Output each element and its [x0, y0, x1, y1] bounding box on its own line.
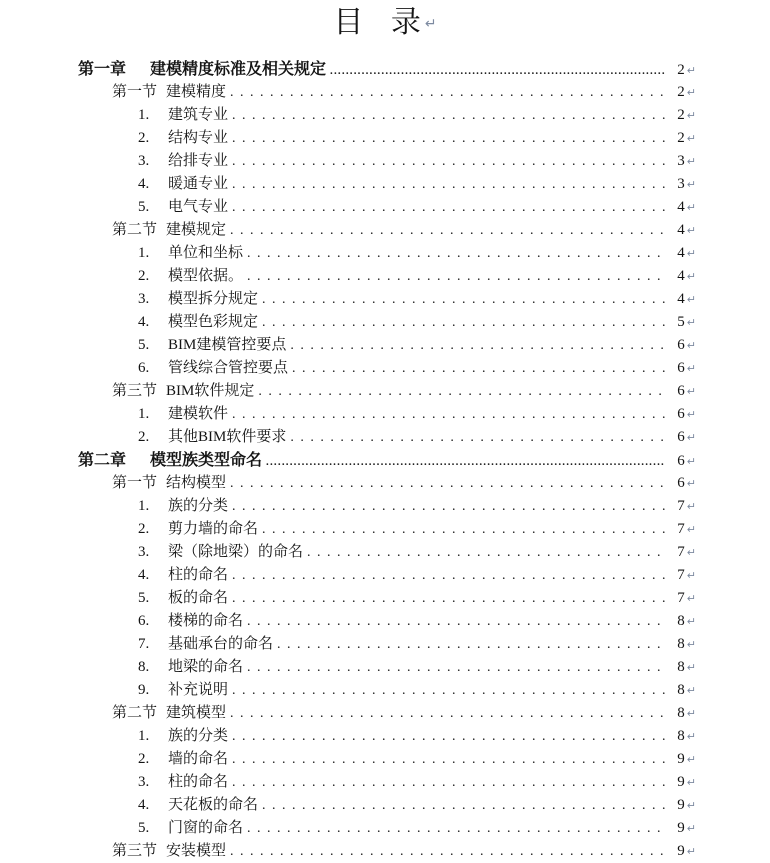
toc-entry[interactable]	[0, 449, 770, 472]
toc-entry-text: 模型依据。	[168, 268, 244, 284]
toc-leader-dots	[292, 357, 665, 380]
toc-entry[interactable]	[0, 472, 770, 495]
toc-entry-label: 9.	[138, 682, 150, 698]
toc-entry-text: 基础承台的命名	[168, 636, 274, 652]
toc-entry-text: 模型拆分规定	[168, 291, 259, 307]
toc-entry-label: 第二章	[78, 452, 127, 469]
toc-entry-label: 4.	[138, 176, 150, 192]
toc-page-number: 7	[677, 498, 685, 514]
paragraph-mark-icon: ↵	[686, 477, 696, 490]
toc-entry-text: 建模软件	[168, 406, 229, 422]
toc-page-number: 6	[677, 429, 685, 445]
toc-leader-dots	[230, 472, 665, 495]
toc-leader-dots	[247, 242, 665, 265]
toc-entry-text: 安装模型	[166, 843, 227, 859]
toc-entry-text: 其他BIM软件要求	[168, 429, 287, 445]
toc-entry-label: 1.	[138, 245, 150, 261]
paragraph-mark-icon: ↵	[686, 431, 696, 444]
paragraph-mark-icon: ↵	[686, 776, 696, 789]
paragraph-mark-icon: ↵	[686, 408, 696, 421]
toc-leader-dots	[247, 656, 665, 679]
toc-entry-text: 电气专业	[168, 199, 229, 215]
paragraph-mark-icon: ↵	[686, 339, 696, 352]
toc-leader-dots	[230, 840, 665, 863]
toc-leader-dots	[232, 403, 665, 426]
paragraph-mark-icon: ↵	[686, 546, 696, 559]
paragraph-mark-icon: ↵	[686, 178, 696, 191]
toc-leader-dots	[232, 679, 665, 702]
paragraph-mark-icon: ↵	[686, 293, 696, 306]
toc-leader-dots	[232, 196, 665, 219]
toc-entry-text: 模型色彩规定	[168, 314, 259, 330]
toc-entry-label: 2.	[138, 429, 150, 445]
paragraph-mark-icon: ↵	[686, 132, 696, 145]
toc-entry-label: 5.	[138, 820, 150, 836]
toc-page-number: 2	[677, 130, 685, 146]
toc-entry-label: 6.	[138, 360, 150, 376]
toc-page-number: 2	[677, 84, 685, 100]
paragraph-mark-icon: ↵	[686, 592, 696, 605]
toc-entry-text: 建筑模型	[166, 705, 227, 721]
toc-entry[interactable]	[0, 403, 770, 426]
toc-entry[interactable]	[0, 518, 770, 541]
toc-leader-dots	[290, 334, 664, 357]
toc-entry-label: 5.	[138, 337, 150, 353]
toc-entry[interactable]	[0, 771, 770, 794]
toc-leader-dots	[232, 150, 665, 173]
toc-entry-label: 第一章	[78, 61, 127, 78]
paragraph-mark-icon: ↵	[686, 523, 696, 536]
toc-entry[interactable]	[0, 288, 770, 311]
toc-entry-text: 剪力墙的命名	[168, 521, 259, 537]
toc-entry-text: 门窗的命名	[168, 820, 244, 836]
toc-entry-label: 5.	[138, 199, 150, 215]
toc-entry[interactable]	[0, 840, 770, 863]
toc-entry-text: 给排专业	[168, 153, 229, 169]
toc-entry-text: 结构模型	[166, 475, 227, 491]
toc-page-number: 2	[677, 107, 685, 123]
toc-page-number: 2	[677, 62, 685, 78]
toc-entry[interactable]	[0, 656, 770, 679]
toc-page-number: 3	[677, 176, 685, 192]
toc-entry-label: 2.	[138, 130, 150, 146]
toc-entry-text: 模型族类型命名	[150, 452, 263, 469]
toc-entry[interactable]	[0, 58, 770, 81]
toc-entry-label: 1.	[138, 107, 150, 123]
toc-entry[interactable]	[0, 380, 770, 403]
toc-entry-label: 8.	[138, 659, 150, 675]
paragraph-mark-icon: ↵	[686, 385, 696, 398]
toc-entry-label: 3.	[138, 153, 150, 169]
toc-entry[interactable]	[0, 587, 770, 610]
toc-leader-dots	[232, 495, 665, 518]
toc-page-number: 6	[677, 453, 685, 469]
toc-leader-dots	[330, 58, 665, 83]
toc-entry-label: 第二节	[112, 705, 158, 721]
toc-leader-dots	[230, 219, 665, 242]
toc-page-number: 6	[677, 360, 685, 376]
toc-entry[interactable]	[0, 633, 770, 656]
toc-page-number: 7	[677, 567, 685, 583]
toc-leader-dots	[232, 127, 665, 150]
paragraph-mark-icon: ↵	[686, 224, 696, 237]
toc-entry[interactable]	[0, 357, 770, 380]
toc-entry-text: 地梁的命名	[168, 659, 244, 675]
toc-page-number: 6	[677, 406, 685, 422]
toc-entry[interactable]	[0, 311, 770, 334]
toc-page-number: 5	[677, 314, 685, 330]
toc-page-number: 4	[677, 199, 685, 215]
toc-leader-dots	[277, 633, 665, 656]
toc-leader-dots	[232, 725, 665, 748]
toc-page-number: 8	[677, 613, 685, 629]
toc-entry-label: 4.	[138, 314, 150, 330]
toc-leader-dots	[247, 817, 665, 840]
toc-page-number: 9	[677, 843, 685, 859]
paragraph-mark-icon: ↵	[686, 155, 696, 168]
toc-entry-text: 梁（除地梁）的命名	[168, 544, 304, 560]
toc-leader-dots	[232, 104, 665, 127]
paragraph-mark-icon: ↵	[686, 247, 696, 260]
toc-entry-label: 1.	[138, 406, 150, 422]
page-title-text: 目 录	[333, 6, 423, 39]
toc-entry-label: 第三节	[112, 843, 158, 859]
toc-entry-label: 第一节	[112, 84, 158, 100]
toc-entry-text: BIM建模管控要点	[168, 337, 287, 353]
toc-entry-text: 建模精度	[166, 84, 227, 100]
toc-entry-text: 结构专业	[168, 130, 229, 146]
toc-entry[interactable]	[0, 150, 770, 173]
toc-entry-label: 1.	[138, 728, 150, 744]
paragraph-mark-icon: ↵	[686, 730, 696, 743]
toc-leader-dots	[247, 265, 665, 288]
table-of-contents	[0, 58, 770, 863]
toc-entry-label: 第三节	[112, 383, 158, 399]
paragraph-mark-icon: ↵	[686, 753, 696, 766]
toc-leader-dots	[290, 426, 664, 449]
paragraph-mark-icon: ↵	[686, 615, 696, 628]
toc-leader-dots	[232, 564, 665, 587]
toc-leader-dots	[230, 81, 665, 104]
toc-entry-label: 2.	[138, 751, 150, 767]
toc-entry-label: 4.	[138, 567, 150, 583]
toc-page-number: 7	[677, 590, 685, 606]
toc-entry-label: 第二节	[112, 222, 158, 238]
toc-entry-label: 7.	[138, 636, 150, 652]
toc-leader-dots	[230, 702, 665, 725]
toc-entry-text: BIM软件规定	[166, 383, 255, 399]
toc-entry-text: 楼梯的命名	[168, 613, 244, 629]
toc-entry[interactable]	[0, 679, 770, 702]
toc-entry-label: 2.	[138, 268, 150, 284]
toc-leader-dots	[232, 748, 665, 771]
toc-entry-text: 补充说明	[168, 682, 229, 698]
toc-entry[interactable]	[0, 564, 770, 587]
page-title	[0, 4, 770, 43]
paragraph-mark-icon: ↵	[686, 638, 696, 651]
toc-entry[interactable]	[0, 702, 770, 725]
toc-page-number: 4	[677, 291, 685, 307]
toc-page-number: 9	[677, 751, 685, 767]
toc-leader-dots	[262, 794, 665, 817]
paragraph-mark-icon: ↵	[686, 455, 696, 468]
toc-entry[interactable]	[0, 817, 770, 840]
toc-entry-text: 建模精度标准及相关规定	[150, 61, 327, 78]
toc-page-number: 4	[677, 268, 685, 284]
toc-entry-text: 族的分类	[168, 728, 229, 744]
toc-page-number: 3	[677, 153, 685, 169]
toc-entry-label: 2.	[138, 521, 150, 537]
toc-page-number: 8	[677, 682, 685, 698]
toc-leader-dots	[262, 288, 665, 311]
toc-page-number: 9	[677, 797, 685, 813]
toc-entry-text: 建筑专业	[168, 107, 229, 123]
toc-leader-dots	[232, 587, 665, 610]
paragraph-mark-icon: ↵	[686, 86, 696, 99]
paragraph-mark-icon: ↵	[686, 845, 696, 858]
toc-entry[interactable]	[0, 725, 770, 748]
toc-leader-dots	[232, 771, 665, 794]
toc-entry[interactable]	[0, 334, 770, 357]
toc-leader-dots	[232, 173, 665, 196]
paragraph-mark-icon: ↵	[686, 362, 696, 375]
paragraph-mark-icon: ↵	[686, 316, 696, 329]
paragraph-mark-icon: ↵	[686, 109, 696, 122]
toc-entry-text: 天花板的命名	[168, 797, 259, 813]
paragraph-mark-icon: ↵	[424, 16, 437, 32]
paragraph-mark-icon: ↵	[686, 270, 696, 283]
toc-entry[interactable]	[0, 242, 770, 265]
toc-entry-text: 管线综合管控要点	[168, 360, 289, 376]
toc-page-number: 6	[677, 475, 685, 491]
toc-entry[interactable]	[0, 219, 770, 242]
toc-entry-text: 单位和坐标	[168, 245, 244, 261]
toc-page-number: 9	[677, 820, 685, 836]
toc-leader-dots	[262, 518, 665, 541]
toc-entry-text: 柱的命名	[168, 774, 229, 790]
toc-entry[interactable]	[0, 610, 770, 633]
toc-entry[interactable]	[0, 173, 770, 196]
toc-page-number: 7	[677, 521, 685, 537]
paragraph-mark-icon: ↵	[686, 661, 696, 674]
toc-leader-dots	[258, 380, 664, 403]
toc-entry-text: 族的分类	[168, 498, 229, 514]
toc-page-number: 8	[677, 636, 685, 652]
paragraph-mark-icon: ↵	[686, 799, 696, 812]
toc-entry[interactable]	[0, 495, 770, 518]
toc-entry[interactable]	[0, 104, 770, 127]
toc-entry[interactable]	[0, 748, 770, 771]
toc-entry-label: 3.	[138, 774, 150, 790]
paragraph-mark-icon: ↵	[686, 684, 696, 697]
toc-entry-text: 板的命名	[168, 590, 229, 606]
toc-page-number: 6	[677, 383, 685, 399]
toc-page-number: 8	[677, 705, 685, 721]
toc-entry[interactable]	[0, 196, 770, 219]
toc-entry-label: 5.	[138, 590, 150, 606]
toc-entry[interactable]	[0, 541, 770, 564]
paragraph-mark-icon: ↵	[686, 822, 696, 835]
toc-page-number: 4	[677, 245, 685, 261]
toc-page-number: 7	[677, 544, 685, 560]
toc-entry-text: 建模规定	[166, 222, 227, 238]
toc-page-number: 9	[677, 774, 685, 790]
toc-entry-label: 第一节	[112, 475, 158, 491]
paragraph-mark-icon: ↵	[686, 500, 696, 513]
toc-entry-label: 3.	[138, 291, 150, 307]
toc-page-number: 4	[677, 222, 685, 238]
toc-entry[interactable]	[0, 81, 770, 104]
toc-entry-label: 3.	[138, 544, 150, 560]
toc-leader-dots	[262, 311, 665, 334]
toc-entry-label: 1.	[138, 498, 150, 514]
toc-leader-dots	[266, 449, 665, 474]
toc-entry[interactable]	[0, 794, 770, 817]
paragraph-mark-icon: ↵	[686, 64, 696, 77]
paragraph-mark-icon: ↵	[686, 201, 696, 214]
toc-page-number: 8	[677, 659, 685, 675]
toc-entry[interactable]	[0, 127, 770, 150]
toc-entry-text: 暖通专业	[168, 176, 229, 192]
toc-page-number: 8	[677, 728, 685, 744]
toc-entry[interactable]	[0, 426, 770, 449]
toc-page-number: 6	[677, 337, 685, 353]
toc-entry[interactable]	[0, 265, 770, 288]
toc-entry-label: 4.	[138, 797, 150, 813]
toc-leader-dots	[307, 541, 665, 564]
toc-entry-label: 6.	[138, 613, 150, 629]
toc-entry-text: 墙的命名	[168, 751, 229, 767]
paragraph-mark-icon: ↵	[686, 707, 696, 720]
toc-entry-text: 柱的命名	[168, 567, 229, 583]
toc-leader-dots	[247, 610, 665, 633]
paragraph-mark-icon: ↵	[686, 569, 696, 582]
